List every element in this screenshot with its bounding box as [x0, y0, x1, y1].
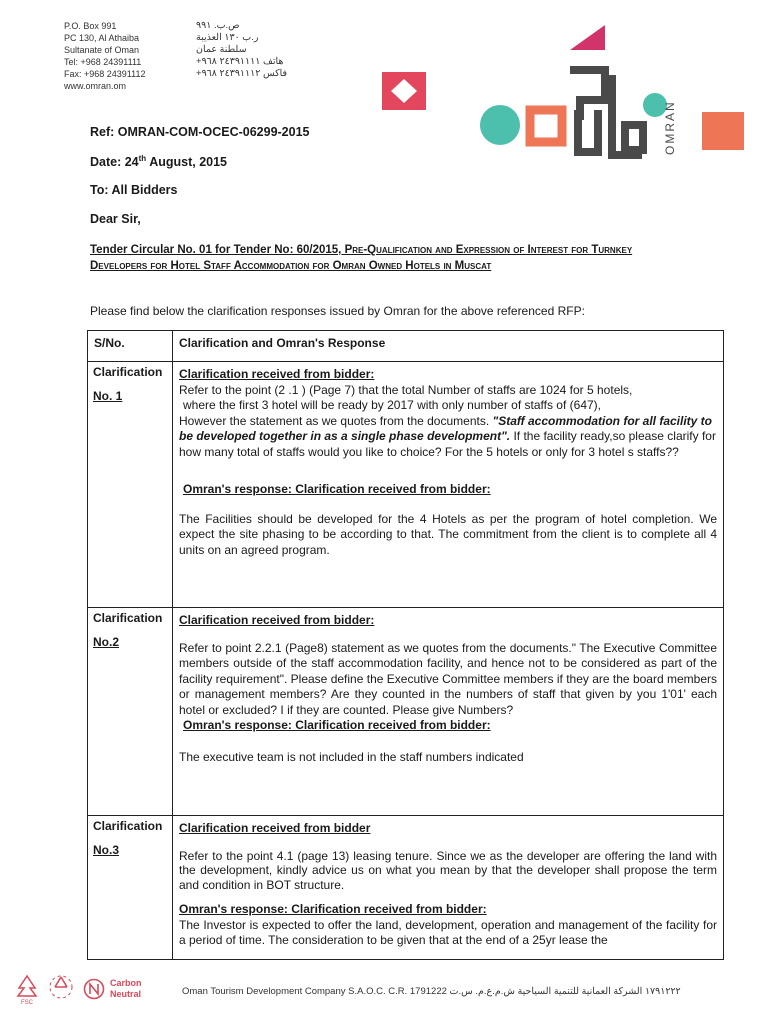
- clarification-table: [87, 330, 724, 960]
- address-line: فاكس ٢٤٣٩١١١٢ ٩٦٨+: [196, 68, 288, 79]
- omran-logo: [470, 20, 760, 170]
- header-response: Clarification and Omran's Response: [173, 331, 724, 362]
- row-label: [88, 608, 173, 816]
- address-arabic: [196, 20, 287, 80]
- carbon-neutral-icon: [83, 978, 105, 1000]
- address-line: PC 130, Al Athaiba: [64, 33, 140, 43]
- salutation: Dear Sir,: [90, 212, 141, 226]
- bidder-heading: Clarification received from bidder:: [179, 613, 375, 627]
- quoted-statement: "Staff accommodation for all facility to be developed together in as a single phase development".: [179, 413, 713, 443]
- address-line: سلطنة عمان: [196, 44, 247, 55]
- logo-glyph: [570, 70, 643, 155]
- address-line: ر.ب ١٣٠ العذيبة: [196, 32, 259, 43]
- bidder-question: Refer to point 2.2.1 (Page8) statement as we quotes from the documents." The Executive Committee members outside of the staff accommodation facility, and hence not to be considered as part of the facility requirement". Please define the Executive Committee members if they are the board members or management members? Are they counted in the numbers of staff that given by you 1'01' each hotel or excluded? I if they are counted. Please give Numbers?: [179, 640, 717, 717]
- bidder-question: Refer to the point 4.1 (page 13) leasing tenure. Since we as the developer are offering the land with the development, kindly advice us on what you mean by that the developer shall propose the term and condition in BOT structure.: [179, 848, 717, 892]
- clarification-number: No.2: [93, 634, 120, 649]
- header-serial: S/No.: [88, 331, 173, 362]
- row-content: [173, 816, 724, 960]
- logo-orange-square-solid: [702, 112, 744, 150]
- clarification-label: Clarification: [93, 365, 163, 379]
- logo-orange-square: [545, 20, 546, 21]
- address-line: ص.ب. ٩٩١: [196, 20, 240, 31]
- address-line: Sultanate of Oman: [64, 45, 140, 55]
- address-english: [64, 20, 145, 92]
- letter-date: [90, 154, 227, 169]
- bidder-heading: Clarification received from bidder: [179, 821, 371, 835]
- logo-teal-circle: [480, 105, 520, 145]
- company-registration: Oman Tourism Development Company S.A.O.C. C.R. 1791222 ١٧٩١٢٢٢ الشركة العمانية للتنمية السياحية ش.م.ع.م. س.ت: [182, 986, 681, 997]
- bidder-question: [179, 414, 717, 461]
- question-text: If the facility ready,so please clarify for how many total of staffs would you like to choice? For the 5 hotels or only for 3 hotel s staffs??: [179, 429, 716, 459]
- fsc-label: FSC: [21, 1000, 33, 1006]
- logo-orange-square-frame: [530, 110, 562, 142]
- subject-line: [90, 242, 690, 274]
- carbon-line: Neutral: [110, 989, 142, 999]
- table-row: [88, 608, 724, 816]
- fsc-icon: [14, 974, 40, 1006]
- logo-pink-triangle: [570, 25, 605, 50]
- website-link[interactable]: www.omran.om: [64, 81, 127, 91]
- table-row: [88, 816, 724, 960]
- omran-response: The executive team is not included in the staff numbers indicated: [179, 749, 524, 764]
- clarification-label: Clarification: [93, 611, 163, 625]
- omran-response-heading: Omran's response: Clarification received from bidder:: [183, 718, 491, 732]
- row-label: [88, 362, 173, 608]
- omran-response-heading: Omran's response: Clarification received from bidder:: [183, 482, 491, 496]
- row-content: [173, 608, 724, 816]
- intro-paragraph: Please find below the clarification responses issued by Omran for the above referenced RFP:: [90, 304, 585, 318]
- bidder-question: where the first 3 hotel will be ready by 2017 with only number of staffs of (647),: [183, 398, 601, 412]
- date-day: Date: 24: [90, 155, 139, 170]
- table-row: [88, 362, 724, 608]
- subject-title: Pre-Qualification and Expression of Interest for Turnkey Developers for Hotel Staff Accommodation for Omran Owned Hotels in Muscat: [90, 244, 633, 272]
- clarification-number: No.3: [93, 842, 120, 857]
- recipient: To: All Bidders: [90, 183, 178, 197]
- recycle-icon: [48, 974, 74, 1000]
- subject-lead: Tender Circular No. 01 for Tender No: 60/2015,: [90, 244, 342, 256]
- date-month-year: August, 2015: [146, 155, 228, 170]
- footer: [0, 972, 768, 1012]
- logo-word: OMRAN: [663, 100, 677, 155]
- omran-response-heading: Omran's response: Clarification received from bidder:: [179, 902, 487, 916]
- question-text: However the statement as we quotes from the documents.: [179, 413, 490, 428]
- address-line: Tel: +968 24391111: [64, 57, 142, 67]
- carbon-line: Carbon: [110, 978, 142, 988]
- address-line: هاتف ٢٤٣٩١١١١ ٩٦٨+: [196, 56, 284, 67]
- omran-response: The Facilities should be developed for the 4 Hotels as per the program of hotel completion. We expect the site phasing to be according to that. The commitment from the client is to complete all 4 units on an agreed program.: [179, 511, 717, 557]
- address-line: P.O. Box 991: [64, 21, 117, 31]
- bidder-heading: Clarification received from bidder:: [179, 367, 375, 381]
- row-label: [88, 816, 173, 960]
- table-header-row: [88, 331, 724, 362]
- clarification-label: Clarification: [93, 819, 163, 833]
- reference-number: Ref: OMRAN-COM-OCEC-06299-2015: [90, 125, 310, 139]
- address-line: Fax: +968 24391112: [64, 69, 146, 79]
- logo-diamond-mark: [382, 72, 426, 110]
- date-suffix: th: [138, 154, 147, 163]
- omran-response: The Investor is expected to offer the land, development, operation and management of the facility for a period of time. The consideration to be given that at the end of a 25yr lease the: [179, 917, 717, 947]
- carbon-neutral-label: [110, 978, 142, 1000]
- row-content: [173, 362, 724, 608]
- clarification-number: No. 1: [93, 388, 123, 403]
- bidder-question: Refer to the point (2 .1 ) (Page 7) that the total Number of staffs are 1024 for 5 hotels,: [179, 382, 633, 397]
